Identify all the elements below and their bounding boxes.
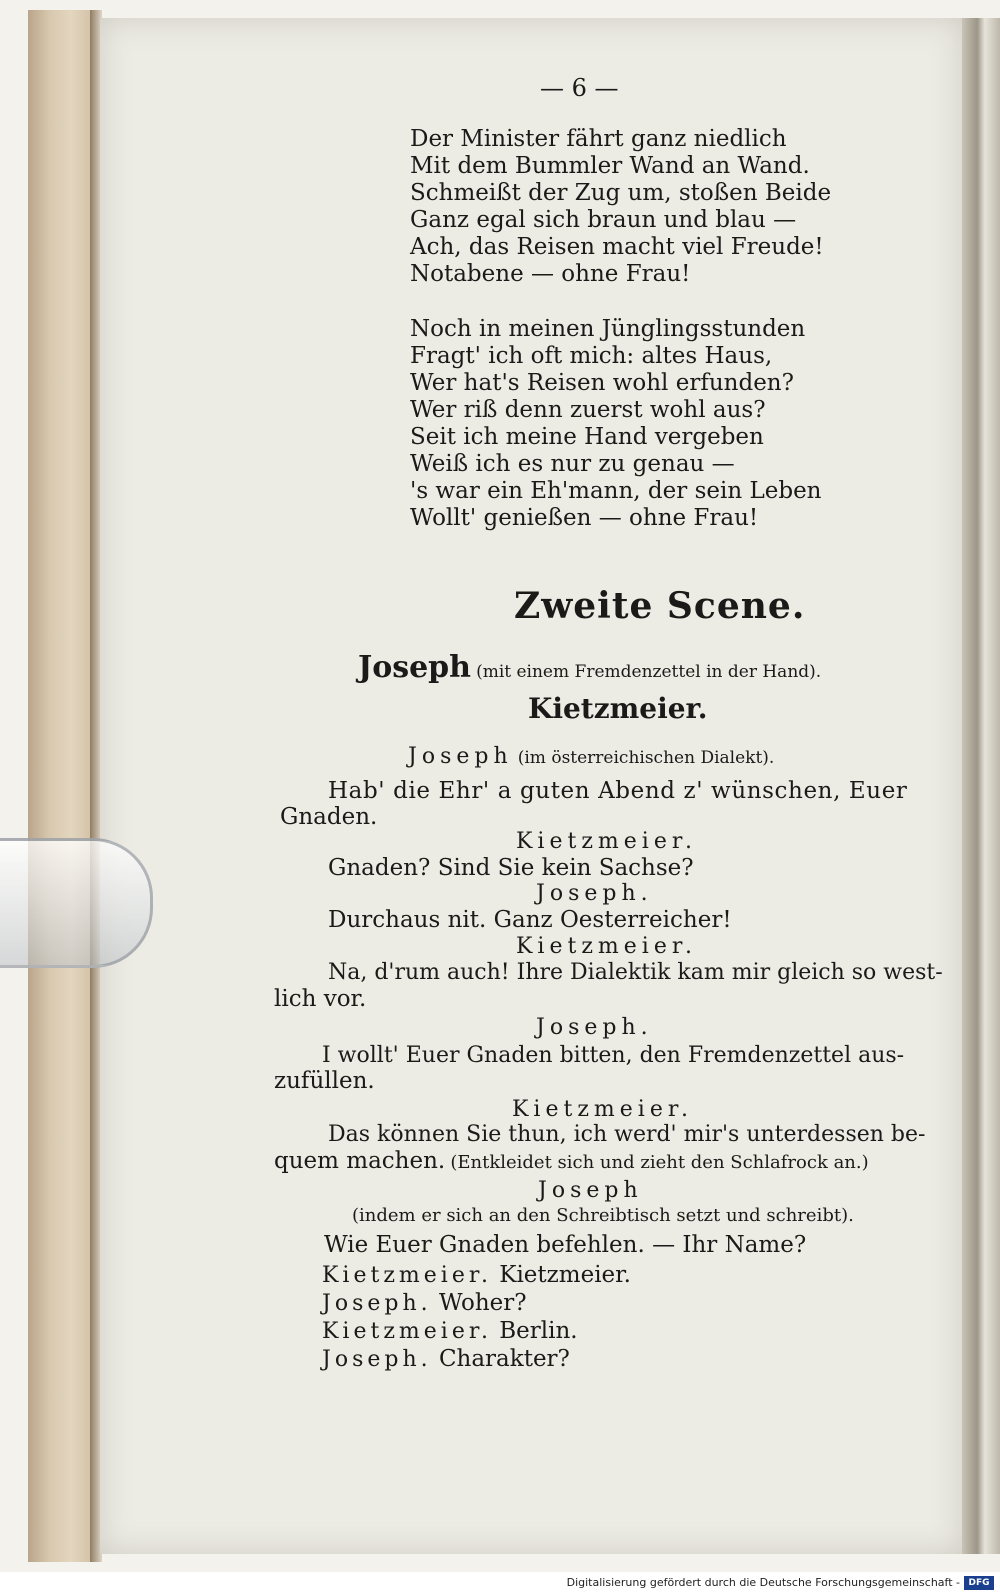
page-number: — 6 —: [540, 74, 619, 102]
speaker-name: Kietzmeier.: [512, 1097, 693, 1122]
poem-line: Wollt' genießen — ohne Frau!: [410, 505, 759, 531]
speaker-name: Kietzmeier.: [516, 829, 697, 854]
dialogue-exchange: [322, 1262, 631, 1288]
poem-line: Notabene — ohne Frau!: [410, 261, 691, 287]
dfg-logo: DFG: [964, 1576, 994, 1590]
speaker-name: Joseph: [538, 1178, 643, 1203]
dialogue-line: Gnaden? Sind Sie kein Sachse?: [328, 855, 694, 881]
speaker-name: Kietzmeier.: [516, 934, 697, 959]
stage-direction: (mit einem Fremdenzettel in der Hand).: [476, 662, 822, 682]
poem-line: Wer hat's Reisen wohl erfunden?: [410, 370, 794, 396]
dialogue-line: zufüllen.: [274, 1068, 375, 1094]
cast-entry-kietzmeier: Kietzmeier.: [528, 692, 708, 725]
cast-entry-joseph: [358, 650, 821, 685]
poem-line: Seit ich meine Hand vergeben: [410, 424, 764, 450]
scene-title: Zweite Scene.: [514, 585, 806, 627]
speaker-name: Joseph.: [536, 881, 653, 906]
dialogue-exchange: [322, 1318, 578, 1344]
dialogue-text: Berlin.: [499, 1318, 578, 1344]
dialogue-line: Na, d'rum auch! Ihre Dialektik kam mir gleich so west-: [328, 960, 943, 985]
speaker-name: Joseph.: [536, 1015, 653, 1040]
poem-line: Fragt' ich oft mich: altes Haus,: [410, 343, 773, 369]
poem-line: Weiß ich es nur zu genau —: [410, 451, 735, 477]
cast-name: Joseph: [358, 650, 471, 685]
poem-line: Der Minister fährt ganz niedlich: [410, 126, 787, 152]
speaker-name: Kietzmeier.: [322, 1263, 492, 1288]
dialogue-line: Durchaus nit. Ganz Oesterreicher!: [328, 907, 732, 933]
speaker-name: Kietzmeier.: [322, 1319, 492, 1344]
page-clip-artifact: [0, 838, 153, 968]
stage-direction: (im österreichischen Dialekt).: [517, 748, 775, 768]
poem-line: Wer riß denn zuerst wohl aus?: [410, 397, 766, 423]
stage-direction: (Entkleidet sich und zieht den Schlafrock an.): [450, 1152, 869, 1173]
dialogue-line-with-direction: [274, 1148, 869, 1174]
speaker-heading: [408, 744, 774, 769]
stage-direction: (indem er sich an den Schreibtisch setzt und schreibt).: [352, 1205, 854, 1226]
poem-line: Mit dem Bummler Wand an Wand.: [410, 153, 810, 179]
dialogue-line: Wie Euer Gnaden befehlen. — Ihr Name?: [324, 1232, 807, 1258]
poem-stanza-2: [410, 316, 822, 532]
page-right-edge: [962, 18, 1000, 1554]
dialogue-exchange: [322, 1346, 570, 1372]
poem-line: Schmeißt der Zug um, stoßen Beide: [410, 180, 832, 206]
digitization-credit: Digitalisierung gefördert durch die Deutsche Forschungsgemeinschaft -: [566, 1576, 960, 1589]
dialogue-line: I wollt' Euer Gnaden bitten, den Fremdenzettel aus-: [322, 1043, 905, 1068]
dialogue-text: Charakter?: [438, 1346, 570, 1372]
footer-bar: [0, 1572, 1000, 1596]
poem-line: Noch in meinen Jünglingsstunden: [410, 316, 806, 342]
speaker-name: Joseph.: [322, 1347, 432, 1372]
poem-stanza-1: [410, 126, 831, 288]
dialogue-line: quem machen.: [274, 1148, 446, 1174]
dialogue-line: Hab' die Ehr' a guten Abend z' wünschen, Euer: [328, 778, 908, 804]
dialogue-line: Gnaden.: [280, 804, 378, 830]
dialogue-line: lich vor.: [274, 986, 367, 1012]
poem-line: Ach, das Reisen macht viel Freude!: [410, 234, 824, 260]
poem-line: Ganz egal sich braun und blau —: [410, 207, 797, 233]
dialogue-exchange: [322, 1290, 527, 1316]
dialogue-text: Kietzmeier.: [499, 1262, 631, 1288]
dialogue-text: Woher?: [438, 1290, 527, 1316]
dialogue-line: Das können Sie thun, ich werd' mir's unterdessen be-: [328, 1122, 926, 1147]
speaker-name: Joseph: [408, 744, 513, 769]
poem-line: 's war ein Eh'mann, der sein Leben: [410, 478, 822, 504]
speaker-name: Joseph.: [322, 1291, 432, 1316]
